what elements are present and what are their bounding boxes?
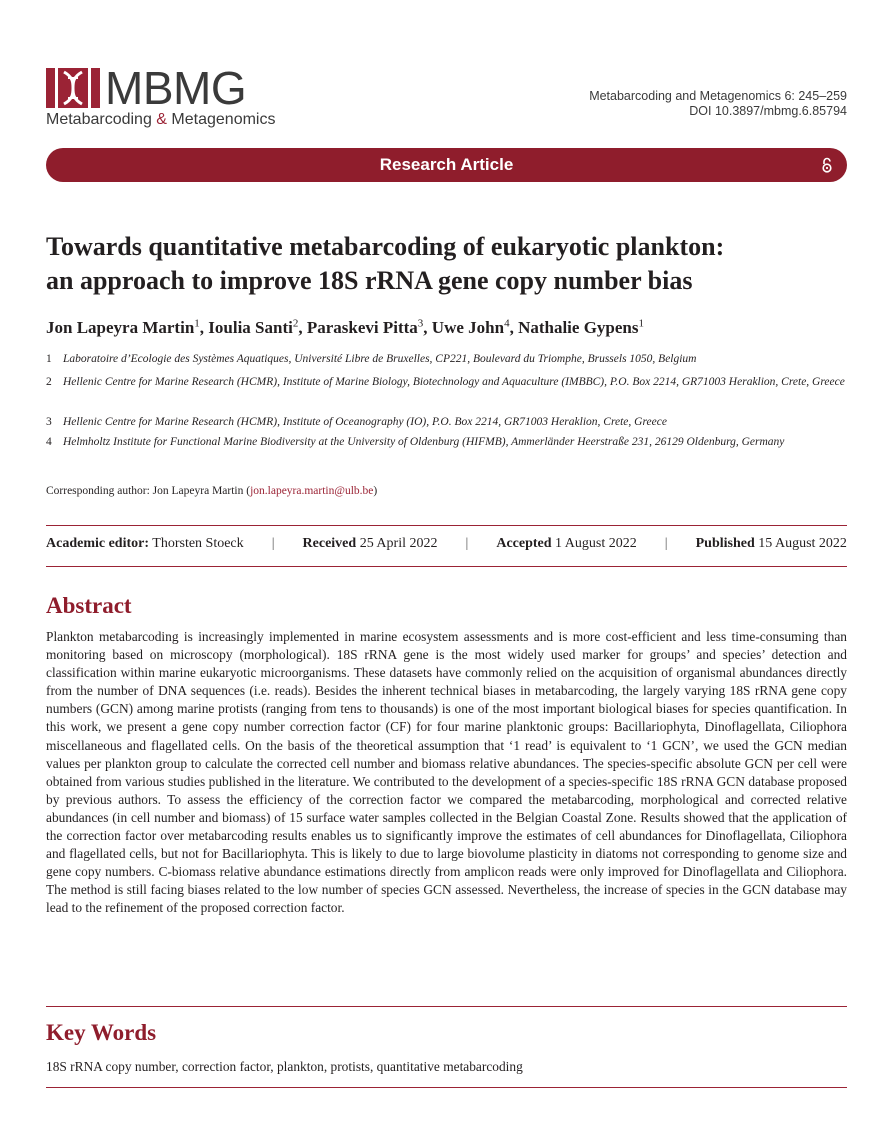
affiliation: 3 Hellenic Centre for Marine Research (HCMR), Institute of Oceanography (IO), P.O. Box 2214, GR71003 Heraklion, Crete, Greece — [46, 416, 667, 428]
author: Uwe John$^4$, — [431, 317, 519, 337]
abstract-heading: Abstract — [46, 593, 132, 618]
separator: | — [465, 536, 469, 551]
separator: | — [271, 536, 275, 551]
keywords-list: 18S rRNA copy number, correction factor, plankton, protists, quantitative metabarcoding — [46, 1059, 523, 1074]
author: Jon Lapeyra Martin$^1$, — [46, 317, 209, 337]
divider — [46, 1006, 847, 1007]
received-date: Received 25 April 2022 — [302, 536, 438, 551]
divider — [46, 566, 847, 567]
keywords-heading: Key Words — [46, 1020, 157, 1045]
logo-sub-1: Metabarcoding — [46, 111, 152, 128]
author: Nathalie Gypens$^1$ — [518, 317, 644, 337]
article-type-label: Research Article — [379, 155, 514, 174]
title-line-2: an approach to improve 18S rRNA gene copy number bias — [46, 266, 693, 295]
divider — [46, 1087, 847, 1088]
separator: | — [664, 536, 668, 551]
affiliation: 4 Helmholtz Institute for Functional Marine Biodiversity at the University of Oldenburg (HIFMB), Ammerländer Heerstraße 231, 26129 Oldenburg, Germany — [46, 436, 785, 448]
logo-text: MBMG — [105, 62, 247, 114]
editorial-dates — [46, 536, 847, 552]
journal-logo — [46, 62, 276, 129]
author: Ioulia Santi$^2$, — [208, 317, 307, 337]
citation-line: Metabarcoding and Metagenomics 6: 245–259 — [589, 89, 847, 103]
corresponding-email-link[interactable]: jon.lapeyra.martin@ulb.be — [250, 485, 374, 497]
divider — [46, 525, 847, 526]
article-type-banner — [46, 148, 847, 182]
accepted-date: Accepted 1 August 2022 — [496, 536, 637, 551]
corresponding-author: Corresponding author: Jon Lapeyra Martin (jon.lapeyra.martin@ulb.be) — [46, 485, 378, 497]
logo-bar — [46, 68, 55, 108]
dna-helix-icon — [58, 68, 88, 108]
article-title — [46, 230, 846, 298]
journal-citation — [589, 89, 847, 119]
abstract-body: Plankton metabarcoding is increasingly implemented in marine ecosystem assessments and is more cost-efficient and less time-consuming than monitoring based on microscopy (morphological). 18S rRNA gene is the most widely used marker for groups’ and species’ detection and classification within marine eukaryotic microorganisms. These datasets have commonly relied on the acquisition of organismal abundances directly from the number of DNA sequences (i.e. reads). Besides the inherent technical biases in metabarcoding, the largely varying 18S rRNA gene copy numbers (GCN) among marine protists (ranging from tens to thousands) is one of the most important biological biases for species quantification. In this work, we present a gene copy number correction factor (CF) for four marine planktonic groups: Bacillariophyta, Dinoflagellata, Ciliophora miscellaneous and flagellated cells. On the basis of the theoretical assumption that ‘1 read’ is equivalent to ‘1 GCN’, we used the GCN median values per plankton group to calculate the corrected cell number and biomass relative abundances. The species-specific absolute GCN per cell were obtained from various studies published in the literature. We contributed to the development of a species-specific 18S rRNA GCN database proposed by previous authors. To assess the efficiency of the correction factor we compared the metabarcoding, morphological and corrected relative abundances (in cell number and biomass) of 15 surface water samples collected in the Belgian Coastal Zone. Results showed that the application of the correction factor over metabarcoding results enables us to significantly improve the estimates of cell abundances for Dinoflagellata, Ciliophora and flagellated cells, but not for Bacillariophyta. This is likely to due to large biovolume plasticity in diatoms not corresponding to genome size and gene copy numbers. C-biomass relative abundance estimations directly from amplicon reads were only improved for Dinoflagellata and Ciliophora. The method is still facing biases related to the low number of species GCN assessed. Nevertheless, the increase of species in the GCN database may lead to the refinement of the proposed correction factor. — [46, 629, 847, 916]
title-line-1: Towards quantitative metabarcoding of eukaryotic plankton: — [46, 232, 725, 261]
logo-bar — [91, 68, 100, 108]
published-date: Published 15 August 2022 — [695, 536, 847, 551]
affiliation: 1 Laboratoire d’Ecologie des Systèmes Aquatiques, Université Libre de Bruxelles, CP221, Boulevard du Triomphe, Brussels 1050, Belgium — [46, 353, 697, 365]
logo-sub-2: Metagenomics — [171, 111, 276, 128]
affiliation: 2 Hellenic Centre for Marine Research (HCMR), Institute of Marine Biology, Biotechnology and Aquaculture (IMBBC), P.O. Box 2214, GR71003 Heraklion, Crete, Greece — [46, 376, 845, 388]
doi-line: DOI 10.3897/mbmg.6.85794 — [689, 104, 847, 118]
author-list — [46, 317, 644, 338]
logo-amp: & — [156, 111, 167, 128]
author: Paraskevi Pitta$^3$, — [306, 317, 432, 337]
open-access-icon[interactable] — [821, 157, 833, 173]
logo-subtitle — [46, 111, 275, 129]
academic-editor: Academic editor: Thorsten Stoeck — [46, 536, 244, 551]
